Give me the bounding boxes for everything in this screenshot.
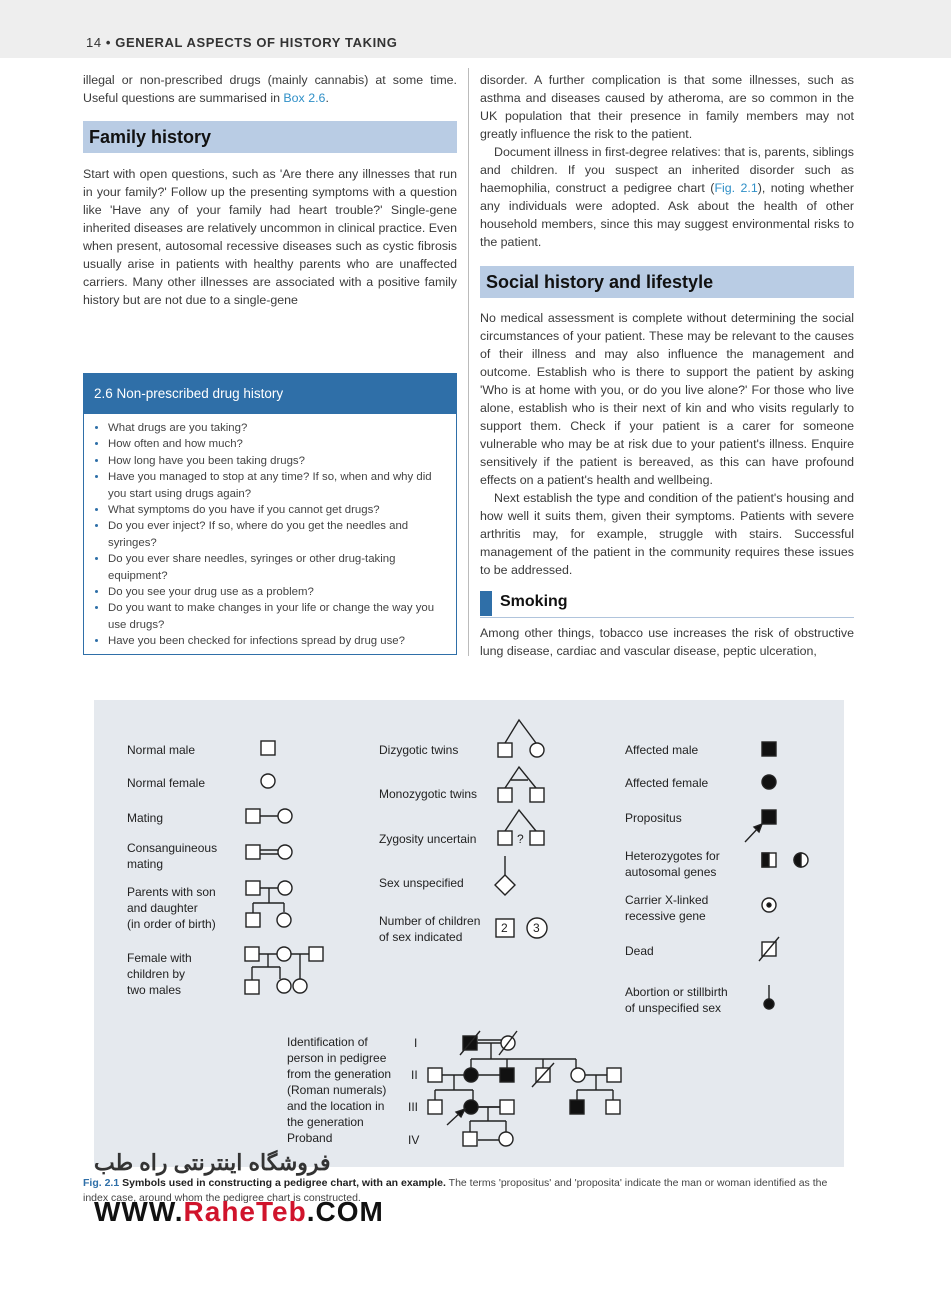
running-header <box>0 0 951 58</box>
carrier-x-linked-symbol <box>762 898 776 912</box>
site-brand: RaheTeb <box>183 1196 307 1227</box>
running-title: GENERAL ASPECTS OF HISTORY TAKING <box>115 35 398 50</box>
caption-bold: Symbols used in constructing a pedigree chart, with an example. <box>119 1177 446 1189</box>
label-sex-unspecified: Sex unspecified <box>379 876 464 890</box>
watermark-site <box>94 1196 384 1228</box>
heterozygote-symbols <box>762 853 808 867</box>
pedigree-figure <box>94 700 844 1167</box>
list-item: • How long have you been taking drugs? <box>108 453 456 469</box>
social-history-text <box>480 309 854 579</box>
count-female-number: 3 <box>533 921 540 935</box>
propositus-symbol <box>745 810 776 842</box>
site-prefix: WWW. <box>94 1196 184 1227</box>
social-paragraph-2: Next establish the type and condition of the patient's housing and how well it suits them, given their symptoms. Patients with severe arthritis may, for example, struggle with stairs. Successful management of the patient in the community requires these issues to be addressed. <box>480 491 854 577</box>
label-number-children: Number of children of sex indicated <box>379 914 481 944</box>
label-normal-female: Normal female <box>127 776 206 790</box>
heading-marker <box>480 591 492 616</box>
list-item: • Have you been checked for infections spread by drug use? <box>108 633 456 649</box>
right-paragraph-2 <box>480 143 854 251</box>
box-list <box>84 420 456 650</box>
column-divider <box>468 68 469 656</box>
female-two-males-symbol <box>245 947 323 994</box>
label-dizygotic: Dizygotic twins <box>379 743 459 757</box>
generation-i: I <box>414 1036 418 1050</box>
caption-text: The terms 'propositus' and 'proposita' indicate the man or woman identified as the index case, around whom the pedigree chart is constructed. <box>83 1177 828 1204</box>
mating-symbol <box>246 809 292 823</box>
label-affected-male: Affected male <box>625 743 699 757</box>
list-item: • Do you want to make changes in your life or change the way you use drugs? <box>108 600 456 633</box>
intro-text: illegal or non-prescribed drugs (mainly cannabis) at some time. Useful questions are summarised in <box>83 73 457 105</box>
p2-text-b: ), noting whether any individuals were adopted. Ask about the health of other household members, since this may suggest environmental risks to the patient. <box>480 181 855 249</box>
box-link[interactable]: Box 2.6 <box>283 91 326 105</box>
p2-text-a: Document illness in first-degree relatives: that is, parents, siblings and children. If you suspect an inherited disorder such as haemophilia, construct a pedigree chart ( <box>480 145 854 195</box>
label-propositus: Propositus <box>625 811 682 825</box>
example-pedigree <box>428 1031 621 1146</box>
label-abortion: Abortion or stillbirth of unspecified sex <box>625 985 728 1015</box>
right-paragraph-1: disorder. A further complication is that some illnesses, such as asthma and diseases caused by atheroma, are so common in the UK population that their presence in family members may not greatly influence the risk to the patient. <box>480 73 854 141</box>
label-consanguineous: Consanguineous mating <box>127 841 218 871</box>
normal-female-symbol <box>261 774 275 788</box>
list-item: • Have you managed to stop at any time? If so, when and why did you start using drugs again? <box>108 469 456 502</box>
dead-symbol <box>759 937 779 961</box>
left-intro <box>83 71 457 107</box>
family-history-paragraph: Start with open questions, such as 'Are there any illnesses that run in your family?' Follow up the presenting symptoms with a question like 'Have any of your family had heart trouble?' Single-gene inherited diseases are relatively uncommon in clinical practice. Even when present, autosomal recessive diseases such as cystic fibrosis usually arise in patients with healthy parents who are unaffected carriers. Many other illnesses are associated with a positive family history but are not due to a single-gene <box>83 167 457 307</box>
count-male-number: 2 <box>501 921 508 935</box>
page-number: 14 <box>86 35 102 50</box>
smoking-title: Smoking <box>500 593 568 610</box>
label-example-pedigree: Identification of person in pedigree from the generation (Roman numerals) and the location in the generation Proband <box>287 1035 392 1145</box>
affected-female-symbol <box>762 775 776 789</box>
box-title: 2.6 Non-prescribed drug history <box>84 374 456 414</box>
monozygotic-twins-symbol <box>498 767 544 802</box>
generation-iv: IV <box>408 1133 420 1147</box>
parents-son-daughter-symbol <box>246 881 292 927</box>
list-item: • Do you ever share needles, syringes or other drug-taking equipment? <box>108 551 456 584</box>
fig-link[interactable]: Fig. 2.1 <box>714 181 758 195</box>
intro-end: . <box>325 91 329 105</box>
list-item: • What symptoms do you have if you cannot get drugs? <box>108 502 456 518</box>
label-carrier: Carrier X-linked recessive gene <box>625 893 709 923</box>
label-dead: Dead <box>625 944 654 958</box>
generation-iii: III <box>408 1100 419 1114</box>
label-parents-son-daughter: Parents with son and daughter (in order of birth) <box>127 885 216 931</box>
label-mating: Mating <box>127 811 164 825</box>
smoking-paragraph: Among other things, tobacco use increases the risk of obstructive lung disease, cardiac and vascular disease, peptic ulceration, <box>480 626 854 658</box>
site-suffix: .COM <box>306 1196 384 1227</box>
list-item: • What drugs are you taking? <box>108 420 456 436</box>
zygosity-question-mark: ? <box>517 832 524 846</box>
family-history-heading: Family history <box>83 121 457 153</box>
watermark-persian: فروشگاه اینترنتی راه طب <box>94 1150 331 1175</box>
social-paragraph-1: No medical assessment is complete without determining the social circumstances of your patient. These may be relevant to the causes of their illness and may also influence the management and outcome. Establish who is there to support the patient by asking 'Who is at home with you, or do you live alone?' For those who live alone, establish who is their next of kin and who visits regularly to support them. Check if your patient is a carer for someone vulnerable who may be at risk due to your patient's illness. Enquire sensitively if the patient is bereaved, as this can have profound effects on a patient's health and wellbeing. <box>480 311 854 487</box>
smoking-heading <box>480 591 854 618</box>
family-history-text <box>83 165 457 309</box>
label-monozygotic: Monozygotic twins <box>379 787 478 801</box>
generation-ii: II <box>411 1068 418 1082</box>
label-normal-male: Normal male <box>127 743 196 757</box>
list-item: • Do you ever inject? If so, where do you get the needles and syringes? <box>108 518 456 551</box>
dizygotic-twins-symbol <box>498 720 544 757</box>
smoking-text <box>480 624 854 660</box>
affected-male-symbol <box>762 742 776 756</box>
label-zygosity-uncertain: Zygosity uncertain <box>379 832 477 846</box>
social-history-heading: Social history and lifestyle <box>480 266 854 298</box>
caption-label: Fig. 2.1 <box>83 1177 120 1189</box>
label-heterozygotes: Heterozygotes for autosomal genes <box>625 849 720 879</box>
header-text <box>86 35 398 50</box>
header-bullet: • <box>105 35 112 50</box>
normal-male-symbol <box>261 741 275 755</box>
sex-unspecified-symbol <box>495 856 515 895</box>
consanguineous-symbol <box>246 845 292 859</box>
label-affected-female: Affected female <box>625 776 709 790</box>
abortion-symbol <box>764 985 774 1009</box>
list-item: • Do you see your drug use as a problem? <box>108 584 456 600</box>
label-female-two-males: Female with children by two males <box>127 951 192 997</box>
drug-history-box <box>83 373 457 655</box>
right-top-text <box>480 71 854 251</box>
list-item: • How often and how much? <box>108 436 456 452</box>
